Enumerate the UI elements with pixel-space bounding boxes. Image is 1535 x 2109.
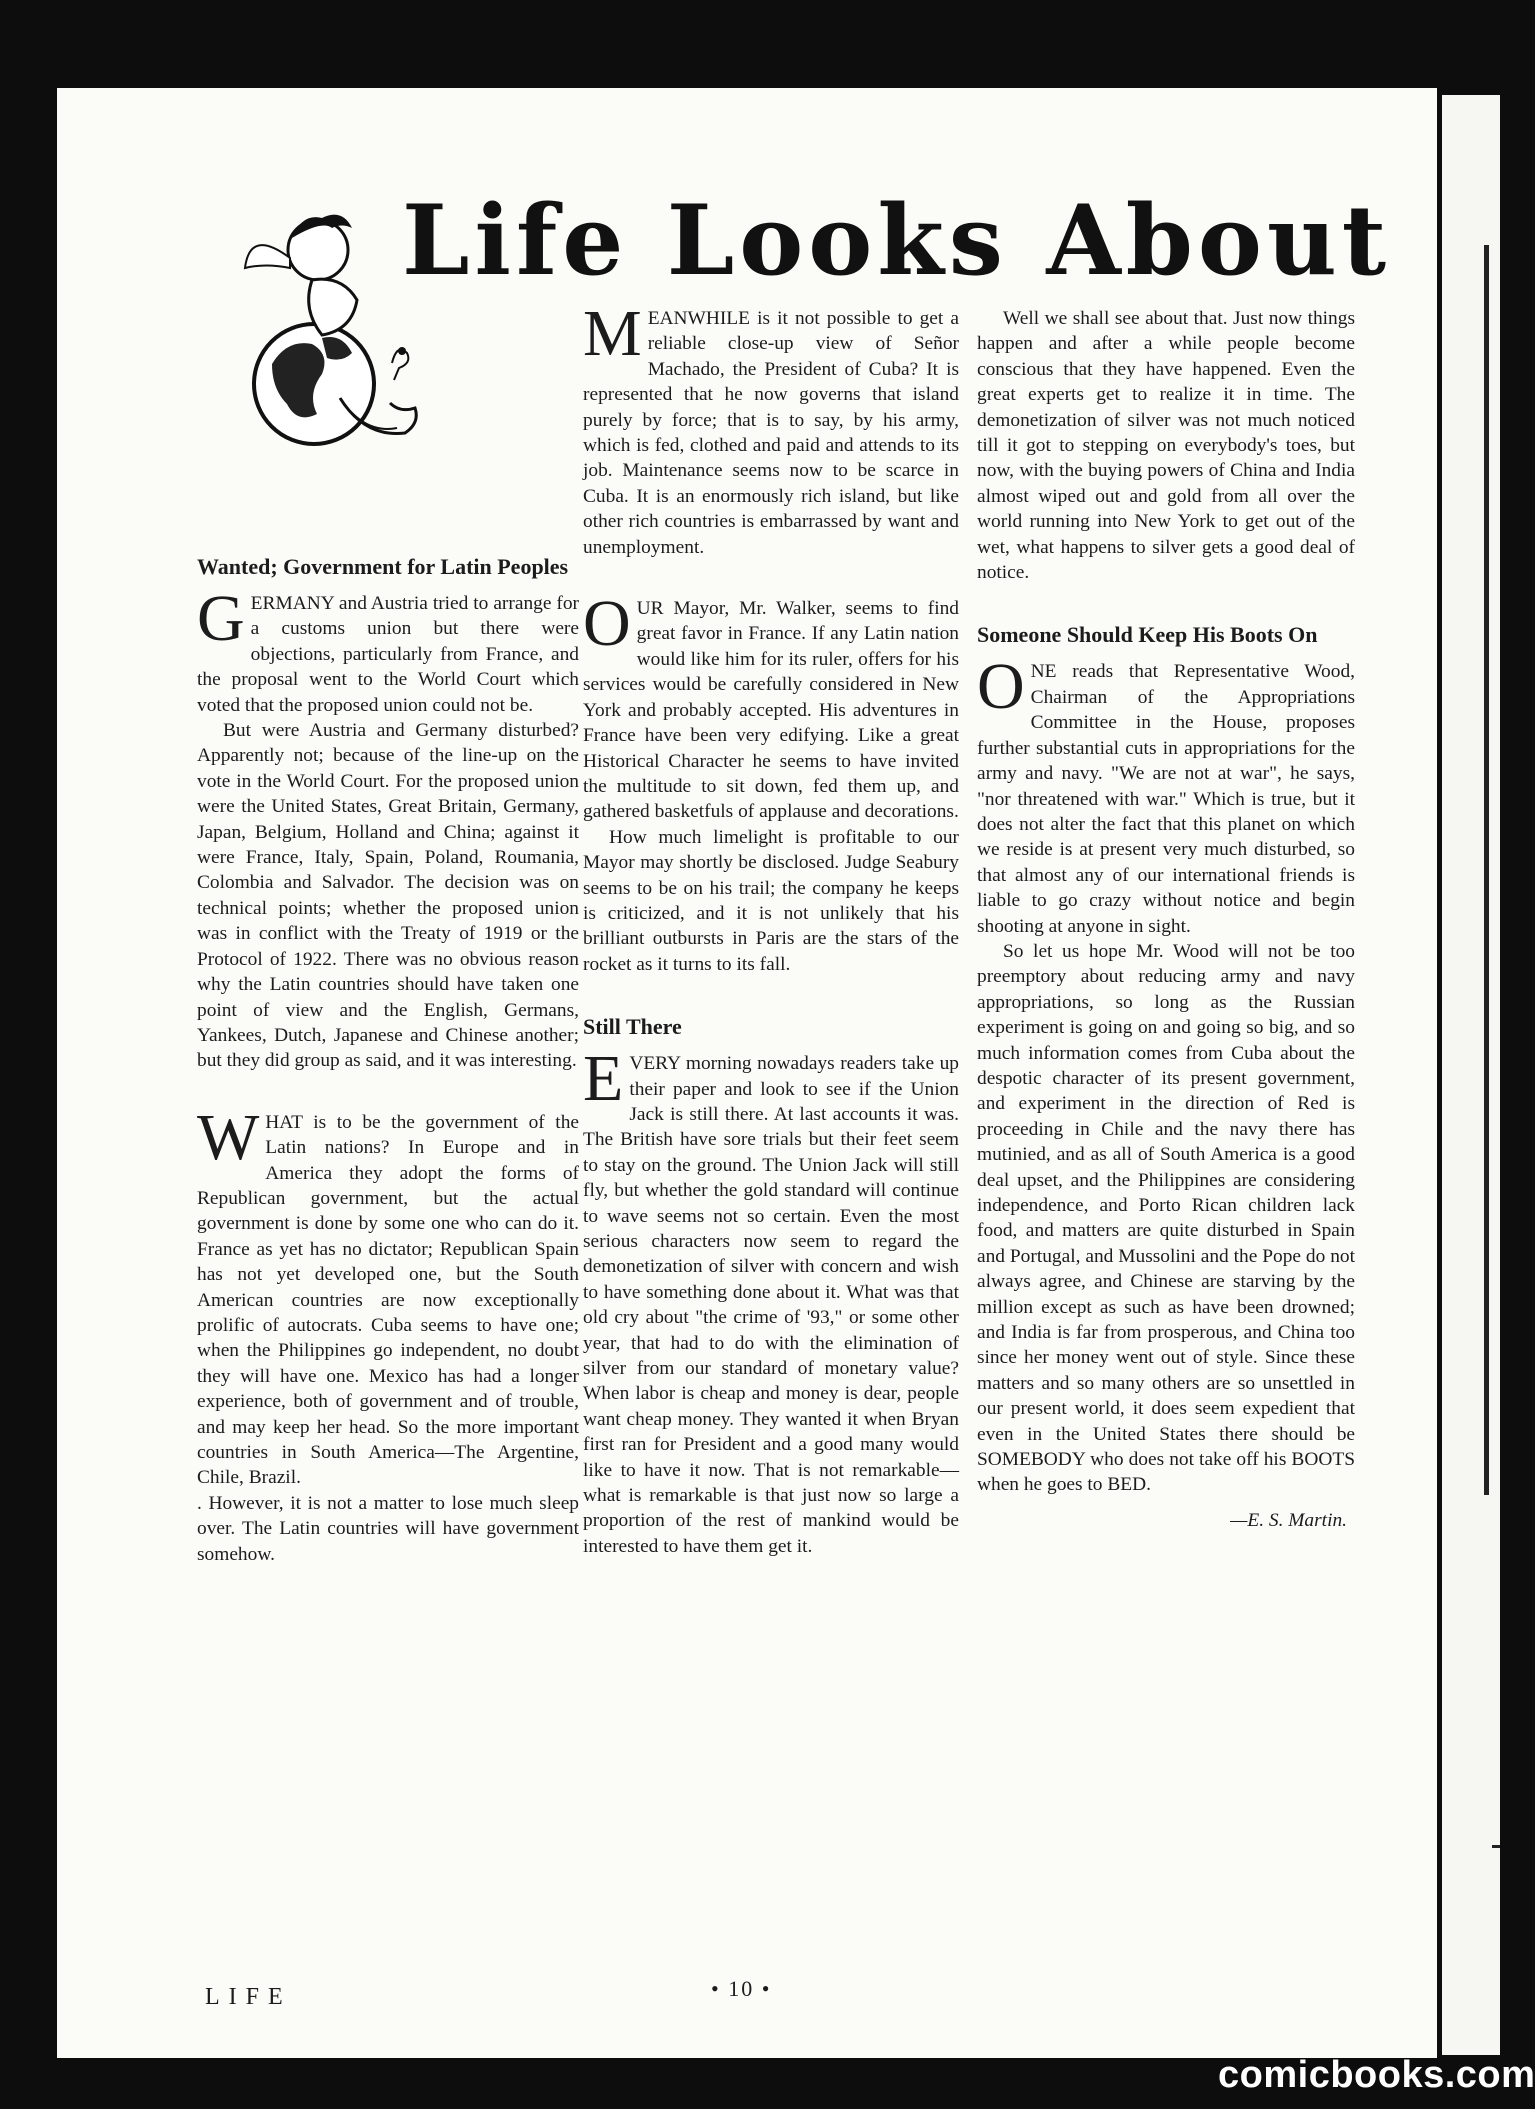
paragraph: MEANWHILE is it not possible to get a reliable close-up view of Señor Machado, the President of Cuba? It is represented that he now governs that island purely by force; that is to say, by his army, which is fed, clothed and paid and attends to its job. Maintenance seems now to be scarce in Cuba. It is an enormously rich island, but like other rich countries is embarrassed by want and unemployment. [583, 297, 959, 558]
column-2 [583, 297, 959, 1559]
drop-cap: O [583, 587, 631, 661]
adjacent-page-edge [1442, 95, 1500, 2055]
paragraph: But were Austria and Germany disturbed? Apparently not; because of the line-up on the vote in the World Court. For the proposed union were the United States, Great Britain, Germany, Japan, Belgium, Holland and China; against it were France, Italy, Spain, Poland, Roumania, Colombia and Salvador. The decision was on technical points; whether the proposed union was in conflict with the Treaty of 1919 or the Protocol of 1922. There was no obvious reason why the Latin countries should have taken one point of view and the English, Germans, Yankees, Dutch, Japanese and Chinese another; but they did group as said, and it was interesting. [197, 720, 579, 1072]
author-signature: —E. S. Martin. [1230, 1509, 1347, 1531]
drop-cap: G [197, 582, 245, 655]
paragraph: How much limelight is profitable to our Mayor may shortly be disclosed. Judge Seabury seems to be on his trail; the company he keeps is criticized, and it is not unlikely that his brilliant outbursts in Paris are the stars of the rocket as it turns to its fall. [583, 826, 959, 975]
paragraph: OUR Mayor, Mr. Walker, seems to find great favor in France. If any Latin nation would like him for its ruler, offers for his services would be carefully considered in New York and probably accepted. His adventures in France have been very edifying. Like a great Historical Character he seems to have invited the multitude to sit down, fed them up, and gathered basketfuls of applause and decorations. [583, 587, 959, 823]
heading-still-there: Still There [583, 1014, 682, 1040]
column-1 [197, 553, 579, 1567]
magazine-name: LIFE [205, 1984, 292, 2010]
paragraph: ONE reads that Representative Wood, Chairman of the Appropriations Committee in the House, proposes further substantial cuts in appropriations for the army and navy. "We are not at war", he says, "nor threatened with war." Which is true, but it does not alter the fact that this planet on which we reside is at present very much disturbed, so that almost any of our international friends is liable to go crazy without notice and begin shooting at anyone in sight. [977, 650, 1355, 937]
heading-boots-on: Someone Should Keep His Boots On [977, 622, 1318, 648]
paragraph: WHAT is to be the government of the Latin nations? In Europe and in America they adopt the forms of Republican government, but the actual government is done by some one who can do it. France as yet has no dictator; Republican Spain has not yet developed one, but the South American countries are now exceptionally prolific of autocrats. Cuba seems to have one; when the Philippines go independent, no doubt they will have one. Mexico has had a longer experience, both of government and of trouble, and may keep her head. So the more important countries in South America—The Argentine, Chile, Brazil. [197, 1100, 579, 1489]
paragraph: EVERY morning nowadays readers take up their paper and look to see if the Union Jack is still there. At last accounts it was. The British have sore trials but their feet seem to stay on the ground. The Union Jack will still fly, but whether the gold standard will continue to wave seems not so certain. Even the most serious characters now seem to regard the demonetization of silver with concern and wish to have something done about it. What was that old cry about "the crime of '93," or some other year, that had to do with the elimination of silver from our standard of monetary value? When labor is cheap and money is dear, people want cheap money. They wanted it when Bryan first ran for President and a good many would like to have it now. That is not remarkable—what is remarkable is that just now so large a proportion of the rest of mankind would be interested to have them get it. [583, 1042, 959, 1557]
paragraph: . However, it is not a matter to lose much sleep over. The Latin countries will have government somehow. [197, 1492, 579, 1565]
page-number: • 10 • [711, 1976, 772, 2001]
page-title: Life Looks About [402, 184, 1392, 297]
drop-cap: M [583, 297, 642, 370]
drop-cap: O [977, 650, 1025, 724]
drop-cap: E [583, 1042, 624, 1116]
magazine-page [57, 88, 1437, 2058]
column-3 [977, 306, 1355, 1533]
heading-latin-government: Wanted; Government for Latin Peoples [197, 554, 569, 579]
drop-cap: W [197, 1100, 260, 1174]
paragraph: So let us hope Mr. Wood will not be too preemptory about reducing army and navy appropriations, so long as the Russian experiment is going on and going so big, and so much information comes from Cuba about the despotic character of its present government, and experiment in the direction of Red is proceeding in Chile and the navy there has mutinied, and as all of South America is a good deal upset, and the Philippines are considering independence, and Porto Rican children lack food, and matters are quite disturbed in Spain and Portugal, and Mussolini and the Pope do not always agree, and Chinese are starving by the million except as such as have been drowned; and India is far from prosperous, and China too since her money went out of style. Since these matters and so many others are so unsettled in our present world, it does seem expedient that even in the United States there should be SOMEBODY who does not take off his BOOTS when he goes to BED. [977, 940, 1355, 1496]
paragraph: GERMANY and Austria tried to arrange for a customs union but there were objections, particularly from France, and the proposal went to the World Court which voted that the proposed union could not be. [197, 582, 579, 716]
watermark: comicbooks.com [1218, 2054, 1535, 2096]
paragraph: Well we shall see about that. Just now things happen and after a while people become conscious that they have happened. Even the great experts get to realize it in time. The demonetization of silver was not much noticed till it got to stepping on everybody's toes, but now, with the buying powers of China and India almost wiped out and gold from all over the world running into New York to get out of the wet, what happens to silver gets a good deal of notice. [977, 308, 1355, 584]
